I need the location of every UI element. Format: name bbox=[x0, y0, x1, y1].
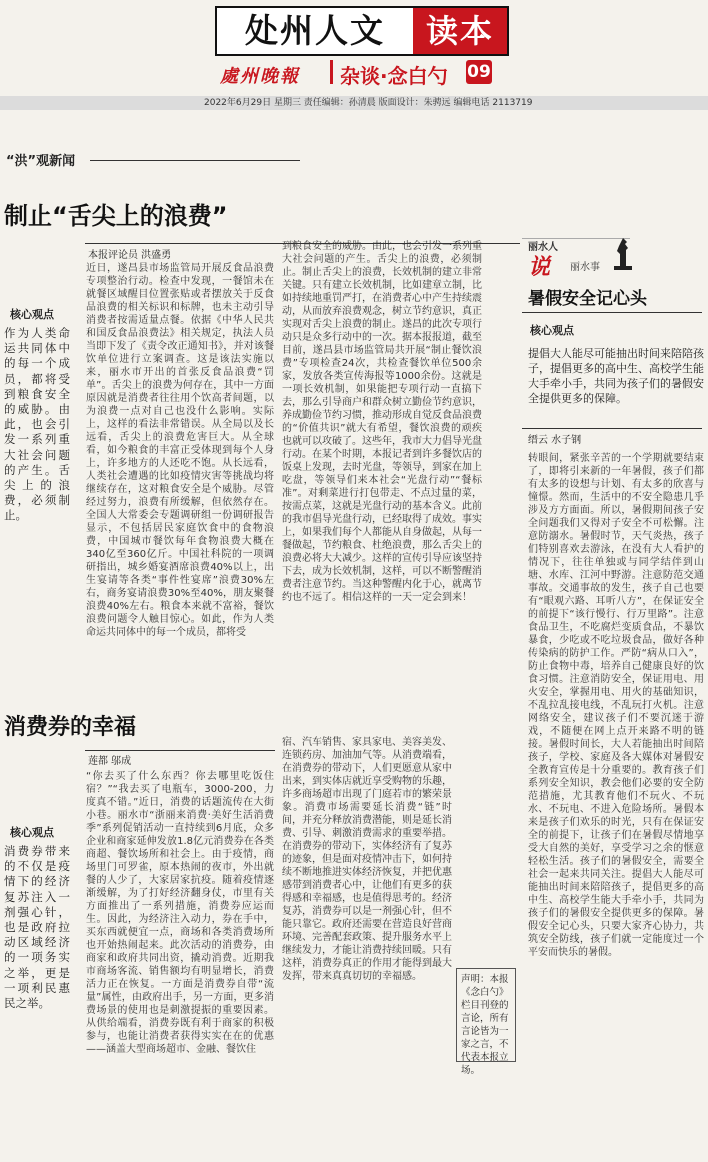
declaration-box bbox=[456, 968, 516, 1076]
page-number: 09 bbox=[467, 62, 491, 82]
declaration: 声明：本报《念白勺》栏目刊登的言论，所有言论皆为一家之言，不代表本报立场。 bbox=[461, 974, 509, 1076]
newspaper-brand: 處州晚報 bbox=[220, 66, 300, 87]
article-body: 转眼间，紧张辛苦的一个学期就要结束了，即将引来新的一年暑假，孩子们都有太多的设想与计划、有太多的欣喜与憧憬。然而，生活中的不安全隐患几乎涉及方方面面。所以，暑假期间孩子安全问题我们又得对子安全不可松懈。注意防溺水。暑假时节，天气炎热，孩子们特别喜欢去游泳，在没有大人看护的情况下，往往单独或与同学结伴到山塘、水库、江河中野游。注意防范交通事故。交通事故的发生，孩子自己也要有“眼观六路、耳听八方”，在保证安全的前提下“该行慢行、行万里路”。注意食品卫生，不吃腐烂变质食品，不暴饮暴食，少吃或不吃垃圾食品，做好各种传染病的防护工作。严防“病从口入”，防止食物中毒，培养自己健康良好的饮食习惯。注意消防安全，保证用电、用火安全，掌握用电、用火的基础知识，不乱拉乱接电线，不乱玩打火机。注意网络安全，建议孩子们不要沉迷于游戏，不随便在网上点开来路不明的链接。暑假时间长，大人若能抽出时间陪孩子，学校、家庭及各大媒体对暑假安全教育宣传是十分重要的。教育孩子们系列安全知识，教会他们必要的安全防范措施，尤其教育他们不玩火、不玩水、不玩电、不进入危险场所。暑假本来是孩子们欢乐的时光，只有在保证安全的前提下，让孩子们在暑假尽情地享受大自然的美好，享受学习之余的惬意轻松生活。孩子们的暑假安全，需要全社会一起来共同关注。提倡大人能尽可能抽出时间来陪陪孩子，提倡更多的高中生、高校学生能大手牵小手，共同为孩子们的暑假安全提供更多的保障。暑假安全记心头，只要大家齐心协力，共筑安全防线，孩子们就一定能度过一个平安而快乐的暑假。 bbox=[528, 453, 704, 958]
divider bbox=[522, 312, 702, 313]
divider bbox=[90, 160, 300, 161]
article-body: “你去买了什么东西？你去哪里吃饭住宿？”“我去买了电瓶车，3000-200，力度真不错。”近日，消费的话题流传在大街小巷。丽水市“浙丽来消费·美好生活消费季”系列促销活动一直持续到6月底，众多企业和商家延伸发放1.8亿元消费券在各类商超、餐饮场所和社会上。由于疫情，商场里门可罗雀，原本热闹的夜市，外出就餐的人少了，大家居家抗疫。随着疫情逐渐缓解，为了打好经济翻身仗，市里有关方面推出了一系列措施，消费券应运而生。因此，为经济注入动力，券在手中，买东西就便宜一点，商场和各类消费场所也开始热闹起来。此次活动的消费券，由商家和政府共同出资，撬动消费。近期我市商场客流、销售额均有明显增长，消费活力正在恢复。一方面是消费券自带“流量”属性，由政府出手，另一方面，更多消费场景的使用也是刺激提振的重要因素。从供给端看，消费券既有利于商家的积极参与，也能让消费者获得实实在在的优惠——涵盖大型商场超市、金融、餐饮住 bbox=[86, 771, 274, 1055]
masthead-title-highlight: 读本 bbox=[413, 8, 507, 54]
masthead bbox=[215, 6, 509, 56]
core-view-heading: 核心观点 bbox=[10, 826, 54, 839]
masthead-title: 处州人文 bbox=[245, 11, 385, 50]
article-body: 近日，遂昌县市场监管局开展反食品浪费专项整治行动。检查中发现，一餐馆未在就餐区域醒目位置张贴或者摆放关于反食品浪费的相关标识和标牌，也未主动引导消费者按需适量点餐。依据《中华人民共和国反食品浪费法》相关规定，执法人员当即下发了《责令改正通知书》，并对该餐饮单位进行立案调查。这是该法实施以来，丽水市开出的首张反食品浪费“罚单”。舌尖上的浪费为何存在，其中一方面原因就是消费者往往用个饮高者间题，以为浪费一点对自己也没什么影响。实际上，这样的看法非常错误。从全局以及长远看，舌尖上的浪费危害巨大。从全球看，如今粮食的丰富正受体现到每个人身上，许多地方的人还吃不饱。从长远看，人类社会遭遇的比如疫情灾害等挑战均将继续存在，这对粮食安全是个威胁。尽管经过努力，浪费有所缓解，但依然存在。全国人大常委会专题调研组一份调研报告显示，不包括居民家庭饮食中的食物浪费，中国城市餐饮每年食物浪费大概在340亿至360亿斤。中国社科院的一项调研指出，城乡婚宴酒席浪费40%以上，出生宴请等各类“事件性宴席”浪费30%左右，商务宴请浪费30%至40%，朋友聚餐浪费40%左右。粮食本来就不富裕，餐饮浪费问题令人触目惊心。如此，作为人类命运共同体中的每一个成员，都将受 bbox=[86, 263, 274, 638]
divider bbox=[85, 750, 275, 751]
article-body: 宿、汽车销售、家具家电、美容美发、连锁药房、加油加气等。从消费端看，在消费券的带动下，人们更愿意从家中出来，到实体店就近享受购物的乐趣，许多商场超市出现了门庭若市的繁荣景象。消费市场需要延长消费“链”时间，并充分释放消费潜能，则是延长消费、引导、刺激消费需求的重要举措。在消费券的带动下，实体经济有了复苏的迹象，但是面对疫情冲击下，如何持续不断地推进实体经济恢复，并把优惠感带到消费者心中，让他们有更多的获得感和幸福感，也是值得思考的。经济复苏，消费券可以是一剂强心针，但不能只靠它。政府还需要在营造良好营商环境、完善配套政策、提升服务水平上继续发力，才能让消费持续回暖。只有这样，消费券真正的作用才能得到最大发挥，带来真真切切的幸福感。 bbox=[282, 737, 452, 982]
column-label: 丽水人 bbox=[528, 242, 558, 253]
horse-illustration-icon bbox=[612, 236, 634, 272]
article-body: 到粮食安全的威胁。由此，也会引发一系列重大社会问题的产生。舌尖上的浪费，必须制止。制止舌尖上的浪费，长效机制的建立非常关键。只有建立长效机制，比如建章立制，比如持续地重罚严打，在消费者心中产生持续震动，从而放弃浪费观念，树立节约意识，真正实现对舌尖上浪费的制止。遂昌的此次专项行动只是众多行动中的一次。据本报报道，截至目前，遂昌县市场监管局共开展“制止餐饮浪费”专项检查24次，共检查餐饮单位500余家，发放各类宣传海报等1000余份。这就是一项长效机制，如果能把专项行动一直搞下去，那么引导商户和群众树立勤俭节约意识，养成勤俭节约习惯，推动形成自觉反食品浪费的“价值共识”就大有希望，餐饮浪费的顽疾也就可以攻破了。这些年，我市大力倡导光盘行动。在某个时期，本报记者到许多餐饮店的饭桌上发现，去时光盘，等领导，到家在加上吃盘，等领导们来本社会“光盘行动”“餐标准”。对剩菜进行打包带走、不点过量的菜，按需点菜，这就是光盘行动的基本含义。此前的我市倡导光盘行动，已经取得了成效。事实上，如果我们每个人都能从自身做起，从每一餐做起，节约粮食、杜绝浪费，那么舌尖上的浪费必将大大减少。这样的宣传引导应该坚持下去，成为长效机制，这样，可以不断警醒消费者注意节约。当这种警醒内化于心，就离节约也不远了。相信这样的一天一定会到来！ bbox=[282, 241, 482, 603]
date-line-bar bbox=[0, 96, 708, 110]
article-headline: 制止“舌尖上的浪费” bbox=[4, 202, 228, 230]
core-view-heading: 核心观点 bbox=[530, 324, 574, 337]
core-view-heading: 核心观点 bbox=[10, 308, 54, 321]
divider bbox=[330, 60, 333, 84]
article-headline: 暑假安全记心头 bbox=[528, 289, 647, 309]
byline: 缙云 水子钢 bbox=[528, 435, 582, 446]
article-headline: 消费券的幸福 bbox=[4, 715, 137, 740]
core-view-text: 作为人类命运共同体中的每一个成员，都将受到粮食安全的威胁。由此，也会引发一系列重大社会问题的产生。舌尖上的浪费，必须制止。 bbox=[4, 326, 70, 523]
column-label-sub: 丽水事 bbox=[570, 262, 600, 273]
section-title: 杂谈·念白勺 bbox=[340, 64, 448, 88]
core-view-text: 消费券带来的不仅是疫情下的经济复苏注入一剂强心针，也是政府拉动区域经济的一项务实之举，更是一项利民惠民之举。 bbox=[4, 844, 70, 1011]
divider bbox=[522, 428, 702, 429]
column-label-script: 说 bbox=[528, 254, 551, 280]
byline: 本报评论员 洪盛勇 bbox=[88, 250, 172, 261]
column-label: “洪”观新闻 bbox=[6, 154, 76, 169]
byline: 莲都 邬成 bbox=[88, 756, 132, 767]
date-line: 2022年6月29日 星期三 责任编辑：孙清晨 版面设计：朱骋远 编辑电话 2113719 bbox=[204, 98, 533, 108]
core-view-text: 提倡大人能尽可能抽出时间来陪陪孩子，提倡更多的高中生、高校学生能大手牵小手，共同为孩子们的暑假安全提供更多的保障。 bbox=[528, 347, 704, 405]
